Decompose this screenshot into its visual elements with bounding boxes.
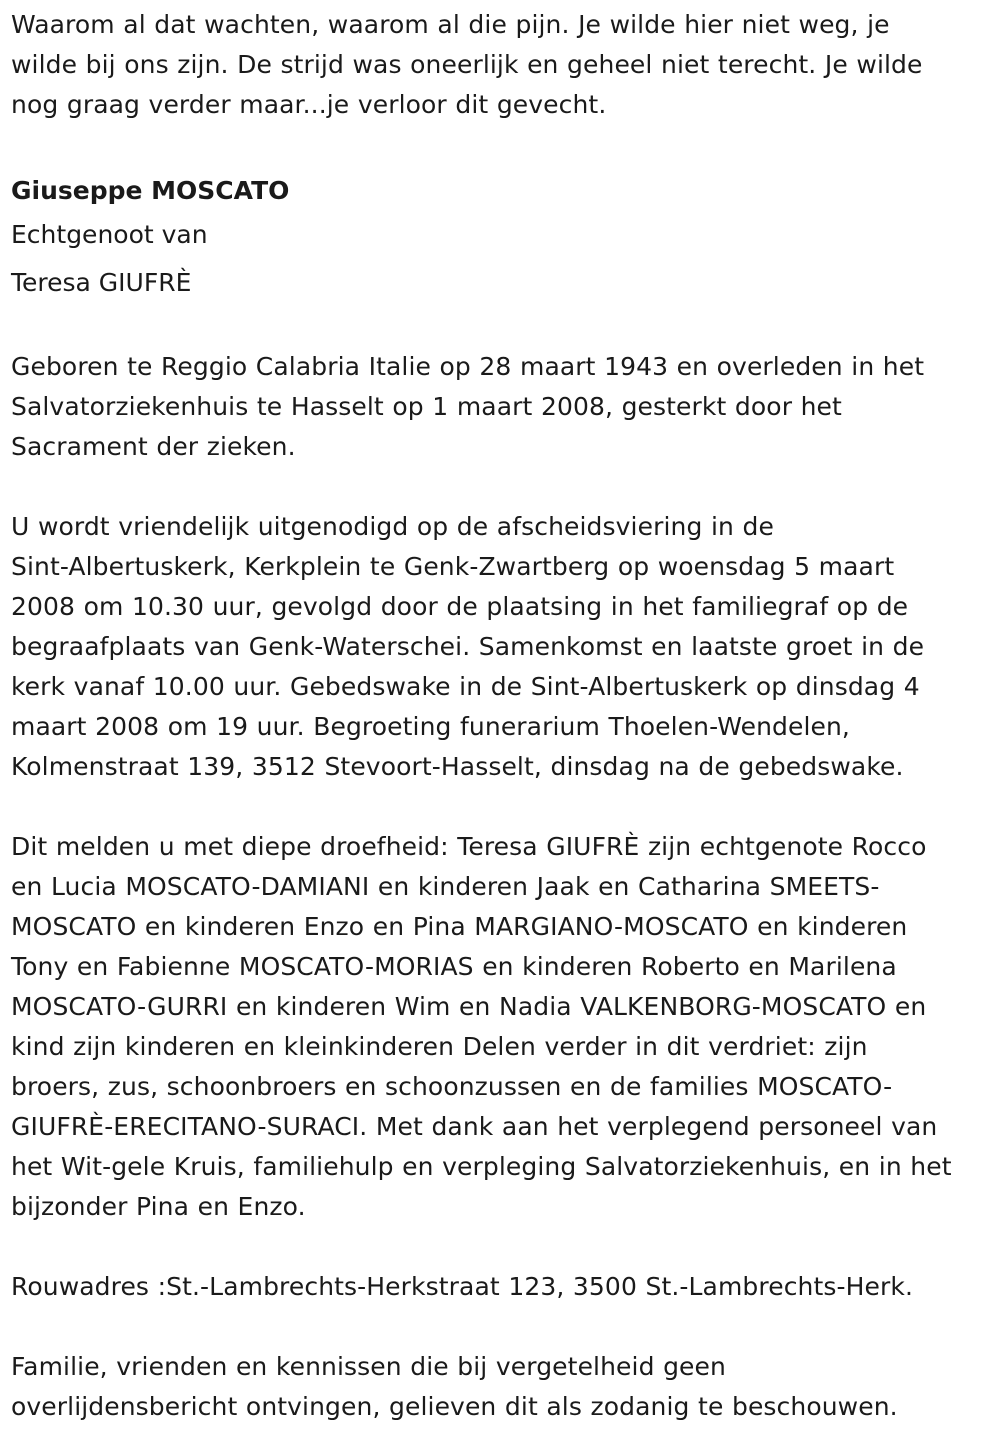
spouse-name: Teresa GIUFRÈ <box>11 268 192 297</box>
ceremony-line: maart 2008 om 19 uur. Begroeting funerarium Thoelen-Wendelen, <box>11 712 850 741</box>
family-paragraph <box>11 827 990 1227</box>
closing-line: overlijdensbericht ontvingen, gelieven dit als zodanig te beschouwen. <box>11 1392 898 1421</box>
intro-paragraph <box>11 5 990 125</box>
family-line: MOSCATO-GURRI en kinderen Wim en Nadia VALKENBORG-MOSCATO en <box>11 992 927 1021</box>
family-line: kind zijn kinderen en kleinkinderen Delen verder in dit verdriet: zijn <box>11 1032 868 1061</box>
intro-line: Waarom al dat wachten, waarom al die pijn. Je wilde hier niet weg, je <box>11 10 890 39</box>
family-line: MOSCATO en kinderen Enzo en Pina MARGIANO-MOSCATO en kinderen <box>11 912 908 941</box>
family-line: broers, zus, schoonbroers en schoonzussen en de families MOSCATO- <box>11 1072 893 1101</box>
address-paragraph <box>11 1267 990 1307</box>
intro-line: nog graag verder maar...je verloor dit gevecht. <box>11 90 607 119</box>
ceremony-line: Sint-Albertuskerk, Kerkplein te Genk-Zwartberg op woensdag 5 maart <box>11 552 895 581</box>
address-line: Rouwadres :St.-Lambrechts-Herkstraat 123, 3500 St.-Lambrechts-Herk. <box>11 1272 914 1301</box>
family-line: en Lucia MOSCATO-DAMIANI en kinderen Jaak en Catharina SMEETS- <box>11 872 880 901</box>
ceremony-line: begraafplaats van Genk-Waterschei. Samenkomst en laatste groet in de <box>11 632 925 661</box>
birth-death-line: Salvatorziekenhuis te Hasselt op 1 maart 2008, gesterkt door het <box>11 392 842 421</box>
ceremony-paragraph <box>11 507 990 787</box>
ceremony-line: U wordt vriendelijk uitgenodigd op de afscheidsviering in de <box>11 512 774 541</box>
relation-label: Echtgenoot van <box>11 220 208 249</box>
family-line: het Wit-gele Kruis, familiehulp en verpleging Salvatorziekenhuis, en in het <box>11 1152 952 1181</box>
family-line: Tony en Fabienne MOSCATO-MORIAS en kinderen Roberto en Marilena <box>11 952 897 981</box>
family-line: GIUFRÈ-ERECITANO-SURACI. Met dank aan het verplegend personeel van <box>11 1112 938 1141</box>
ceremony-line: Kolmenstraat 139, 3512 Stevoort-Hasselt, dinsdag na de gebedswake. <box>11 752 904 781</box>
birth-death-paragraph <box>11 347 990 467</box>
birth-death-line: Sacrament der zieken. <box>11 432 296 461</box>
birth-death-line: Geboren te Reggio Calabria Italie op 28 maart 1943 en overleden in het <box>11 352 925 381</box>
ceremony-line: 2008 om 10.30 uur, gevolgd door de plaatsing in het familiegraf op de <box>11 592 909 621</box>
closing-line: Familie, vrienden en kennissen die bij vergetelheid geen <box>11 1352 726 1381</box>
closing-paragraph <box>11 1347 990 1427</box>
family-line: Dit melden u met diepe droefheid: Teresa GIUFRÈ zijn echtgenote Rocco <box>11 832 927 861</box>
ceremony-line: kerk vanaf 10.00 uur. Gebedswake in de Sint-Albertuskerk op dinsdag 4 <box>11 672 920 701</box>
intro-line: wilde bij ons zijn. De strijd was oneerlijk en geheel niet terecht. Je wilde <box>11 50 923 79</box>
deceased-name: Giuseppe MOSCATO <box>11 176 290 205</box>
family-line: bijzonder Pina en Enzo. <box>11 1192 306 1221</box>
